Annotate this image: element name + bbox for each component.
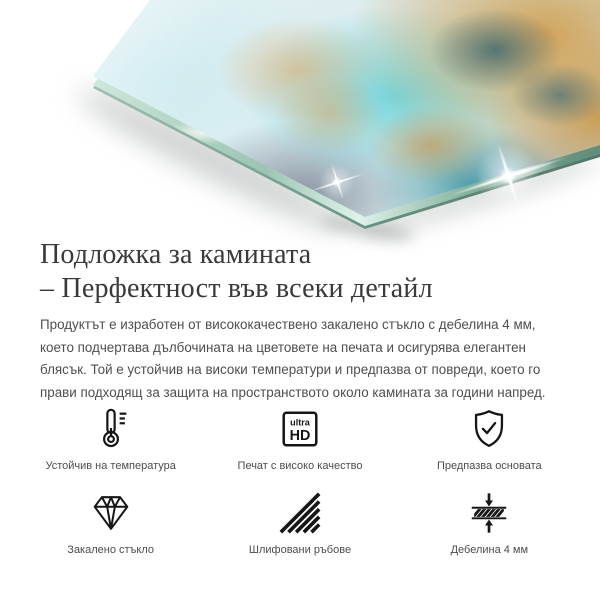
thickness-icon: [466, 490, 512, 536]
text-content: [0, 235, 600, 404]
ultra-hd-icon: [277, 406, 323, 452]
feature-item: [205, 406, 394, 472]
page-title: [40, 235, 560, 306]
feature-item: [16, 406, 205, 472]
diamond-icon: [88, 490, 134, 536]
feature-item: [395, 490, 584, 556]
product-photo: [0, 0, 600, 235]
polished-edges-icon: [277, 490, 323, 536]
feature-label: Устойчив на температура: [45, 460, 176, 473]
feature-item: [395, 406, 584, 472]
feature-item: [205, 490, 394, 556]
feature-label: Предпазва основата: [436, 460, 542, 473]
feature-item: [16, 490, 205, 556]
feature-grid: [16, 406, 584, 556]
ultra-hd-icon-text: HD: [289, 428, 311, 445]
feature-label: Шлифовани ръбове: [248, 544, 352, 557]
feature-label: Печат с високо качество: [237, 460, 363, 473]
title-line-2: – Перфектност във всеки детайл: [40, 273, 433, 304]
glass-panel-marble-print: [0, 0, 600, 235]
product-description: Продуктът е изработен от висококачествено закалено стъкло с дебелина 4 мм, което подчертава дълбочината на цветовете на печата и осигурява елегантен блясък. Той е устойчив на високи температури и предпазва от повреди, което го прави подходящ за защита на пространството около камината за години напред.: [40, 317, 546, 400]
feature-label: Дебелина 4 мм: [450, 544, 529, 557]
thermometer-icon: [88, 406, 134, 452]
ultra-hd-icon-text: ultra: [290, 418, 310, 429]
shield-check-icon: [466, 406, 512, 452]
feature-label: Закалено стъкло: [67, 544, 155, 557]
title-line-1: Подложка за камината: [40, 239, 312, 270]
